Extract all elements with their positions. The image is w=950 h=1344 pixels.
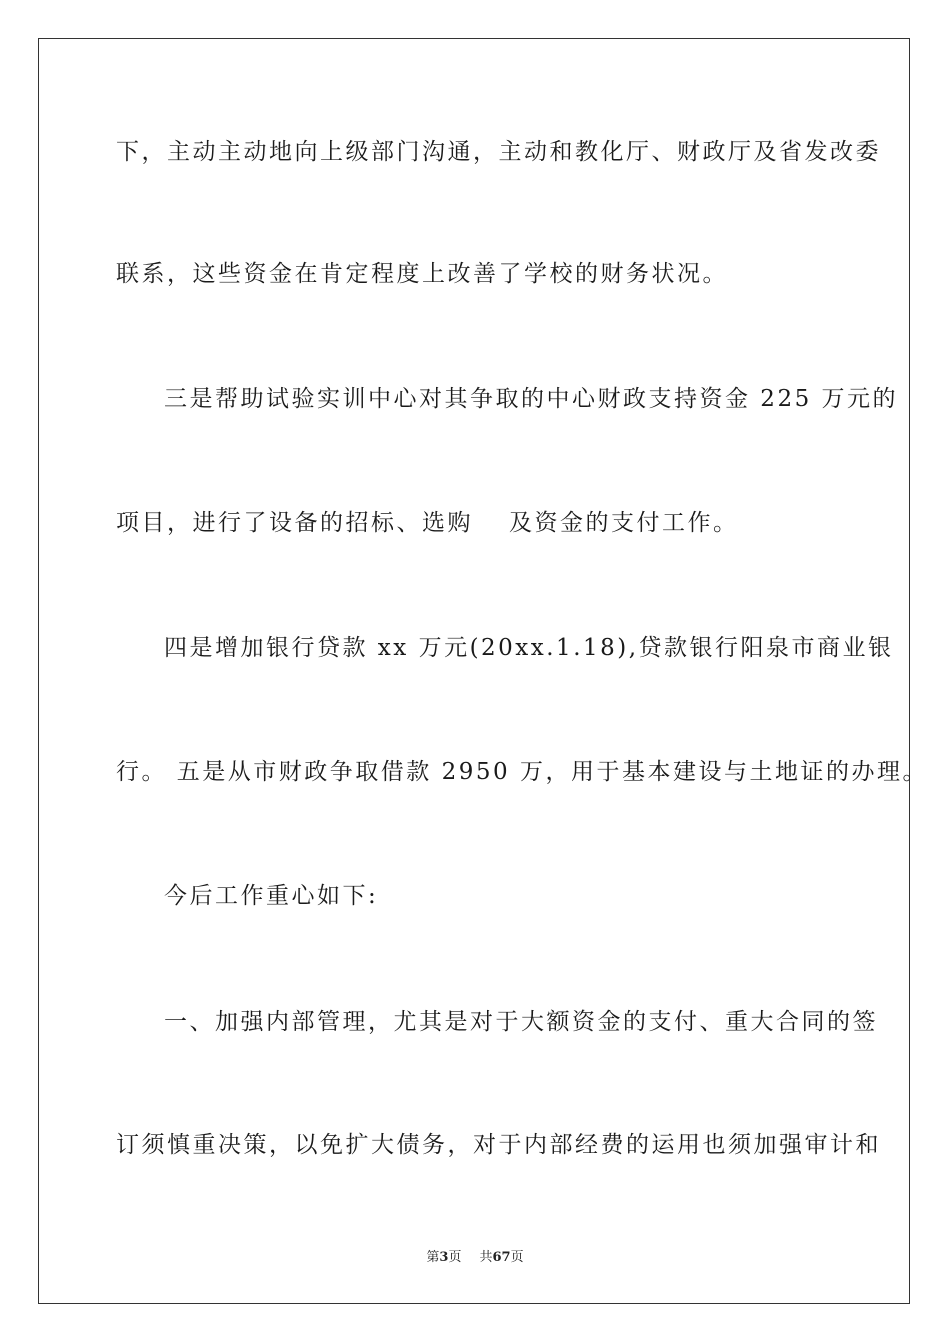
text-line-3: 三是帮助试验实训中心对其争取的中心财政支持资金 225 万元的 (164, 386, 899, 412)
text-line-4 (116, 508, 836, 538)
text-line-1: 下，主动主动地向上级部门沟通，主动和教化厅、财政厅及省发改委 (116, 139, 881, 165)
text-line-5: 四是增加银行贷款 xx 万元(20xx.1.18),贷款银行阳泉市商业银 (164, 635, 894, 661)
page-border (38, 38, 928, 1304)
footer-page-prefix: 第 (426, 1250, 440, 1265)
text-line-6: 行。 五是从市财政争取借款 2950 万，用于基本建设与土地证的办理。 (116, 759, 928, 785)
text-line-7: 今后工作重心如下: (164, 883, 379, 909)
text-line-4-part-2: 及资金的支付工作。 (509, 510, 739, 536)
text-line-8: 一、加强内部管理，尤其是对于大额资金的支付、重大合同的签 (164, 1009, 878, 1035)
footer-total-pages: 67 (492, 1250, 511, 1265)
footer-total-suffix: 页 (510, 1250, 524, 1265)
footer-total-prefix: 共 (479, 1250, 493, 1265)
text-line-9: 订须慎重决策，以免扩大债务，对于内部经费的运用也须加强审计和 (116, 1132, 881, 1158)
page-footer (0, 1246, 950, 1265)
footer-page-number: 3 (439, 1250, 449, 1265)
footer-page-suffix: 页 (448, 1250, 462, 1265)
text-line-4-part-1: 项目，进行了设备的招标、选购 (116, 510, 473, 536)
text-line-2: 联系，这些资金在肯定程度上改善了学校的财务状况。 (116, 261, 728, 287)
